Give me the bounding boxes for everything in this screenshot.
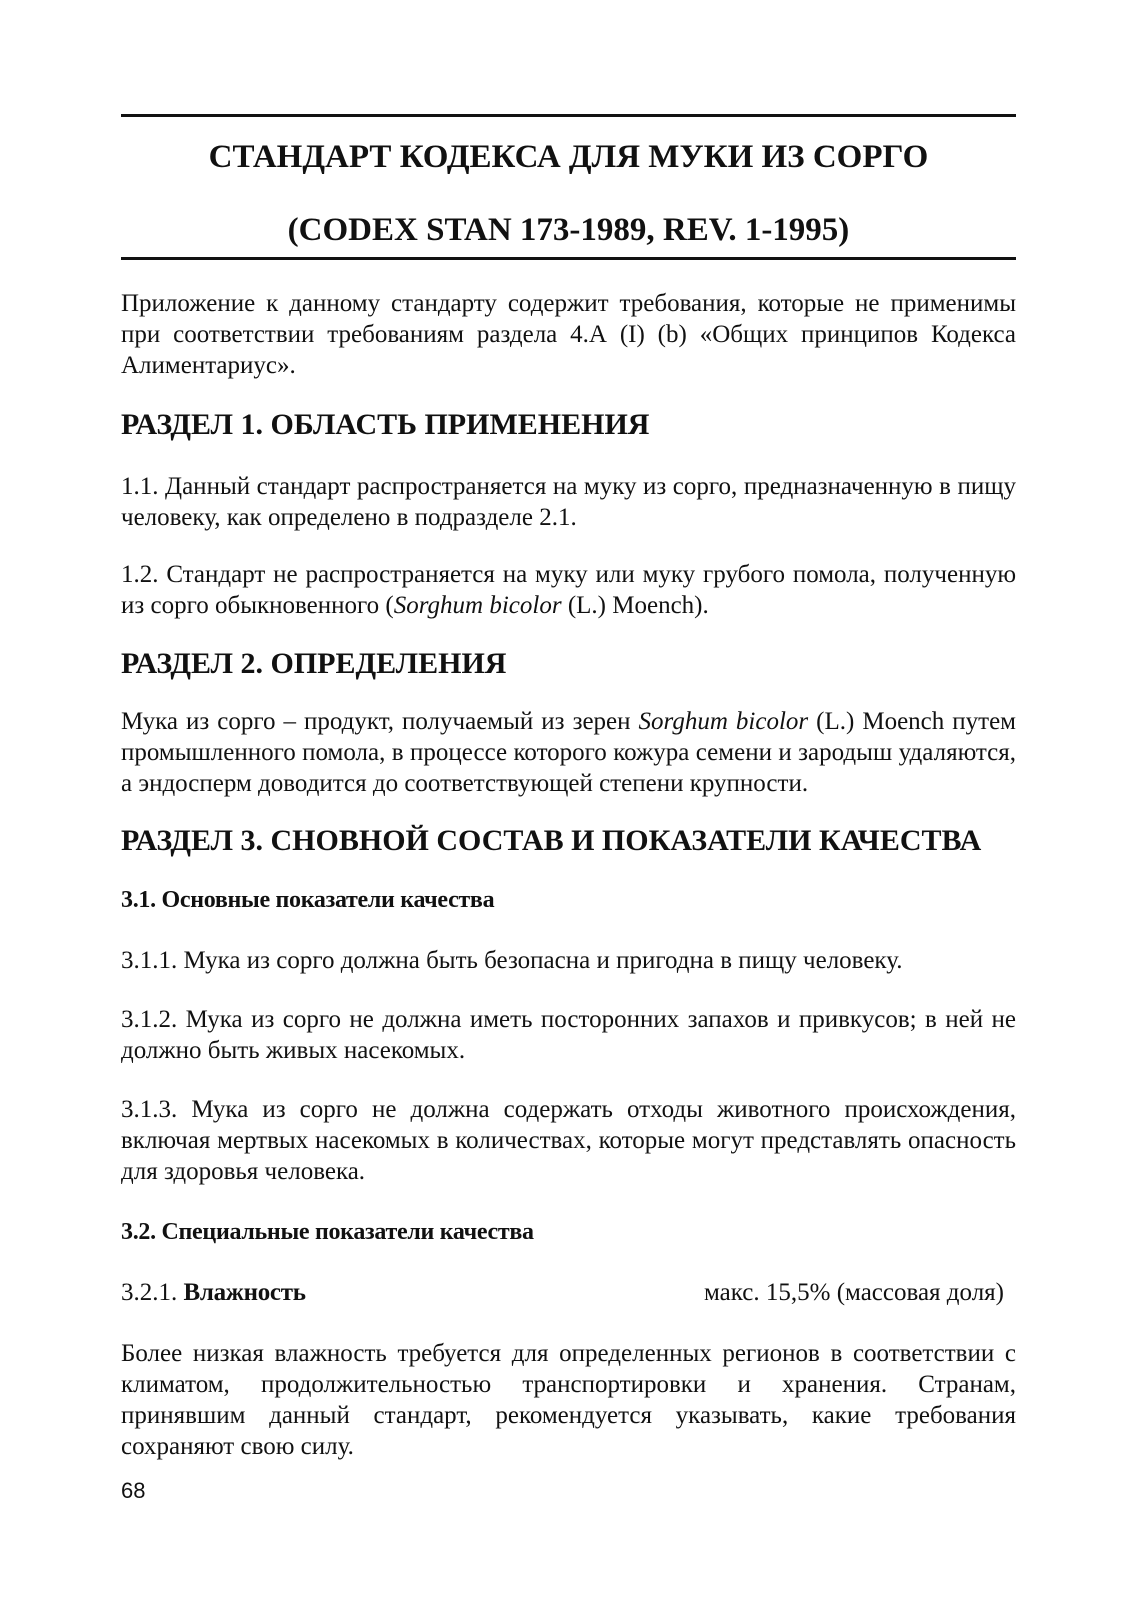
top-rule xyxy=(121,114,1016,117)
section-3-heading: РАЗДЕЛ 3. СНОВНОЙ СОСТАВ И ПОКАЗАТЕЛИ КАЧЕСТВА xyxy=(121,824,982,857)
intro-paragraph: Приложение к данному стандарту содержит требования, которые не применимы при соответствии требованиям раздела 4.А (I) (b) «Общих принципов Кодекса Алиментариус». xyxy=(121,290,1016,379)
section-1-heading: РАЗДЕЛ 1. ОБЛАСТЬ ПРИМЕНЕНИЯ xyxy=(121,408,650,441)
paragraph-3-1-2: 3.1.2. Мука из сорго не должна иметь посторонних запахов и привкусов; в ней не должно быть живых насекомых. xyxy=(121,1006,1016,1064)
paragraph-3-1-1: 3.1.1. Мука из сорго должна быть безопасна и пригодна в пищу человеку. xyxy=(121,947,903,974)
definition-text: Мука из сорго – продукт, получаемый из зерен xyxy=(121,708,639,735)
species-name: Sorghum bicolor xyxy=(393,592,562,619)
page-number: 68 xyxy=(121,1478,146,1503)
document-code: (CODEX STAN 173-1989, REV. 1-1995) xyxy=(287,212,850,248)
moisture-number: 3.2.1. xyxy=(121,1279,184,1306)
moisture-label-group xyxy=(121,1277,306,1308)
moisture-value: макс. 15,5% (массовая доля) xyxy=(704,1279,1004,1306)
title-rule xyxy=(121,257,1016,260)
paragraph-1-2 xyxy=(121,559,1016,621)
paragraph-3-1-3: 3.1.3. Мука из сорго не должна содержать отходы животного происхождения, включая мертвых насекомых в количествах, которые могут представлять опасность для здоровья человека. xyxy=(121,1096,1016,1185)
species-name: Sorghum bicolor xyxy=(638,708,809,735)
subsection-3-2-heading: 3.2. Специальные показатели качества xyxy=(121,1219,534,1245)
document-title: СТАНДАРТ КОДЕКСА ДЛЯ МУКИ ИЗ СОРГО xyxy=(208,139,929,175)
paragraph-1-2-text-end: (L.) Moench). xyxy=(561,592,709,619)
section-2-heading: РАЗДЕЛ 2. ОПРЕДЕЛЕНИЯ xyxy=(121,647,507,680)
subsection-3-1-heading: 3.1. Основные показатели качества xyxy=(121,887,495,913)
definition-text-end: (L.) Moench путем промышленного помола, в процессе которого кожура семени и зародыш удаляются, а эндосперм доводится до соответствующей степени крупности. xyxy=(121,708,1016,797)
document-page xyxy=(121,114,1016,1462)
moisture-row xyxy=(121,1277,1016,1308)
definition-paragraph xyxy=(121,706,1016,799)
moisture-note-paragraph: Более низкая влажность требуется для определенных регионов в соответствии с климатом, продолжительностью транспортировки и хранения. Странам, принявшим данный стандарт, рекомендуется указывать, какие требования сохраняют свою силу. xyxy=(121,1340,1016,1460)
paragraph-1-1: 1.1. Данный стандарт распространяется на муку из сорго, предназначенную в пищу человеку, как определено в подразделе 2.1. xyxy=(121,473,1016,531)
paragraph-1-2-text: 1.2. Стандарт не распространяется на муку или муку грубого помола, полученную из сорго обыкновенного ( xyxy=(121,561,1016,619)
moisture-label: Влажность xyxy=(183,1279,306,1306)
